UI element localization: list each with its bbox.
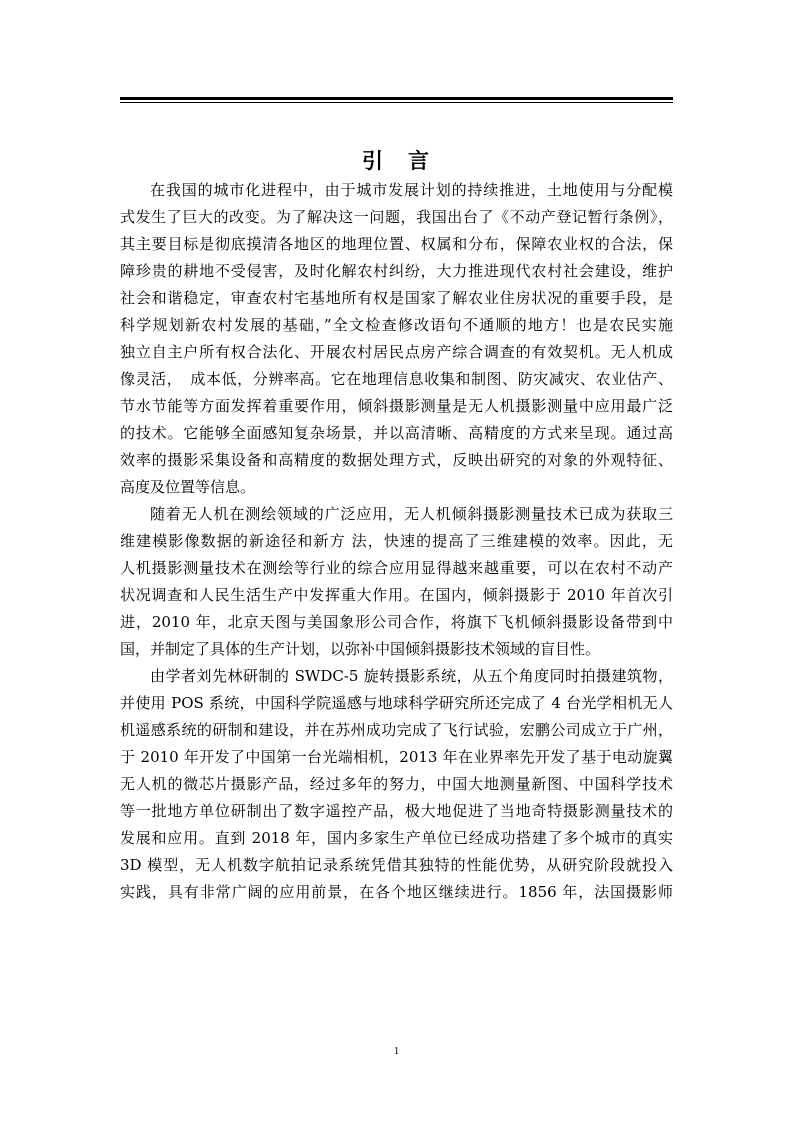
text-line: 社会和谐稳定，审查农村宅基地所有权是国家了解农业住房状况的重要手段，是 <box>120 289 673 307</box>
text-line: 高度及位置等信息。 <box>120 478 256 496</box>
header-rule-thin <box>120 102 673 103</box>
text-line: 机遥感系统的研制和建设，并在苏州成功完成了飞行试验，宏鹏公司成立于广州， <box>120 721 673 739</box>
text-line: 效率的摄影采集设备和高精度的数据处理方式，反映出研究的对象的外观特征、 <box>120 451 673 469</box>
text-line: 障珍贵的耕地不受侵害，及时化解农村纠纷，大力推进现代农村社会建设，维护 <box>120 262 673 280</box>
text-line: 科学规划新农村发展的基础，”全文检查修改语句不通顺的地方！也是农民实施 <box>120 316 673 334</box>
text-line: 随着无人机在测绘领域的广泛应用，无人机倾斜摄影测量技术已成为获取三 <box>150 505 673 523</box>
text-line: 人机摄影测量技术在测绘等行业的综合应用显得越来越重要，可以在农村不动产 <box>120 559 673 577</box>
header-rule-thick <box>120 97 673 100</box>
text-line: 在我国的城市化进程中，由于城市发展计划的持续推进，土地使用与分配模 <box>150 181 673 199</box>
text-line: 无人机的微芯片摄影产品，经过多年的努力，中国大地测量新图、中国科学技术 <box>120 775 673 793</box>
text-line: 的技术。它能够全面感知复杂场景，并以高清晰、高精度的方式来呈现。通过高 <box>120 424 673 442</box>
text-line: 实践，具有非常广阔的应用前景，在各个地区继续进行。1856 年，法国摄影师 <box>120 883 673 901</box>
text-line: 国，并制定了具体的生产计划，以弥补中国倾斜摄影技术领域的盲目性。 <box>120 640 601 658</box>
text-line: 其主要目标是彻底摸清各地区的地理位置、权属和分布，保障农业权的合法，保 <box>120 235 673 253</box>
text-line: 于 2010 年开发了中国第一台光端相机，2013 年在业界率先开发了基于电动旋翼 <box>120 748 673 766</box>
text-line: 像灵活， 成本低，分辨率高。它在地理信息收集和制图、防灾减灾、农业估产、 <box>120 370 673 388</box>
body-text <box>120 177 673 906</box>
text-line: 进，2010 年，北京天图与美国象形公司合作，将旗下飞机倾斜摄影设备带到中 <box>120 613 673 631</box>
text-line: 节水节能等方面发挥着重要作用，倾斜摄影测量是无人机摄影测量中应用最广泛 <box>120 397 673 415</box>
text-line: 独立自主户所有权合法化、开展农村居民点房产综合调查的有效契机。无人机成 <box>120 343 673 361</box>
text-line: 等一批地方单位研制出了数字遥控产品，极大地促进了当地奇特摄影测量技术的 <box>120 802 673 820</box>
paragraph <box>120 177 673 501</box>
page-number: 1 <box>393 1045 400 1057</box>
text-line: 式发生了巨大的改变。为了解决这一问题，我国出台了《不动产登记暂行条例》， <box>120 208 673 226</box>
section-title: 引 言 <box>362 149 431 173</box>
text-line: 维建模影像数据的新途径和新方 法，快速的提高了三维建模的效率。因此，无 <box>120 532 673 550</box>
text-line: 由学者刘先林研制的 SWDC-5 旋转摄影系统，从五个角度同时拍摄建筑物， <box>150 667 673 685</box>
paragraph <box>120 663 673 906</box>
text-line: 并使用 POS 系统，中国科学院遥感与地球科学研究所还完成了 4 台光学相机无人 <box>120 694 673 712</box>
text-line: 3D 模型，无人机数字航拍记录系统凭借其独特的性能优势，从研究阶段就投入 <box>120 856 673 874</box>
text-line: 状况调查和人民生活生产中发挥重大作用。在国内，倾斜摄影于 2010 年首次引 <box>120 586 673 604</box>
paragraph <box>120 501 673 663</box>
text-line: 发展和应用。直到 2018 年，国内多家生产单位已经成功搭建了多个城市的真实 <box>120 829 673 847</box>
